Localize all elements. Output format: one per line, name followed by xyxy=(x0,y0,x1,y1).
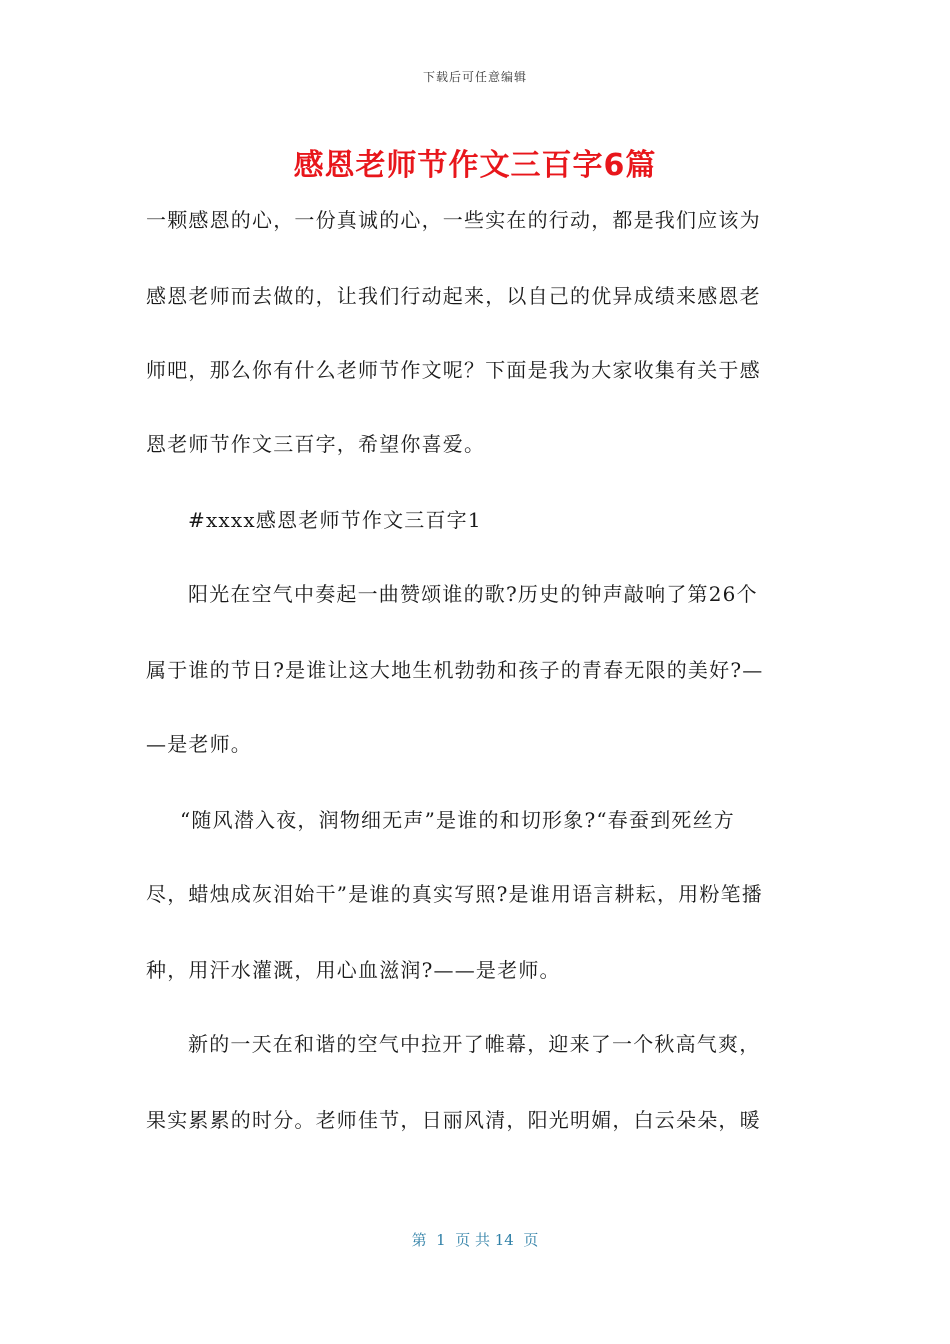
header-note: 下载后可任意编辑 xyxy=(422,70,527,84)
section-heading: #xxxx感恩老师节作文三百字1 xyxy=(188,508,482,532)
paragraph-line: 师吧，那么你有什么老师节作文呢？下面是我为大家收集有关于感 xyxy=(146,358,761,382)
paragraph-line: 尽，蜡烛成灰泪始干”是谁的真实写照?是谁用语言耕耘，用粉笔播 xyxy=(146,882,763,906)
paragraph-line: 果实累累的时分。老师佳节，日丽风清，阳光明媚，白云朵朵，暖 xyxy=(146,1108,761,1132)
paragraph-line: “随风潜入夜，润物细无声”是谁的和切形象?“春蚕到死丝方 xyxy=(180,808,735,832)
page-number-footer: 第 1 页 共 14 页 xyxy=(411,1231,539,1249)
paragraph-line: —是老师。 xyxy=(146,732,252,756)
document-title: 感恩老师节作文三百字6篇 xyxy=(293,148,657,183)
paragraph-line: 属于谁的节日?是谁让这大地生机勃勃和孩子的青春无限的美好?— xyxy=(146,658,764,682)
paragraph-line: 新的一天在和谐的空气中拉开了帷幕，迎来了一个秋高气爽， xyxy=(188,1032,761,1056)
paragraph-line: 阳光在空气中奏起一曲赞颂谁的歌?历史的钟声敲响了第26个 xyxy=(188,582,758,606)
paragraph-line: 恩老师节作文三百字，希望你喜爱。 xyxy=(146,432,486,456)
paragraph-line: 一颗感恩的心，一份真诚的心，一些实在的行动，都是我们应该为 xyxy=(146,208,761,232)
paragraph-line: 种，用汗水灌溉，用心血滋润?——是老师。 xyxy=(146,958,561,982)
paragraph-line: 感恩老师而去做的，让我们行动起来，以自己的优异成绩来感恩老 xyxy=(146,284,761,308)
